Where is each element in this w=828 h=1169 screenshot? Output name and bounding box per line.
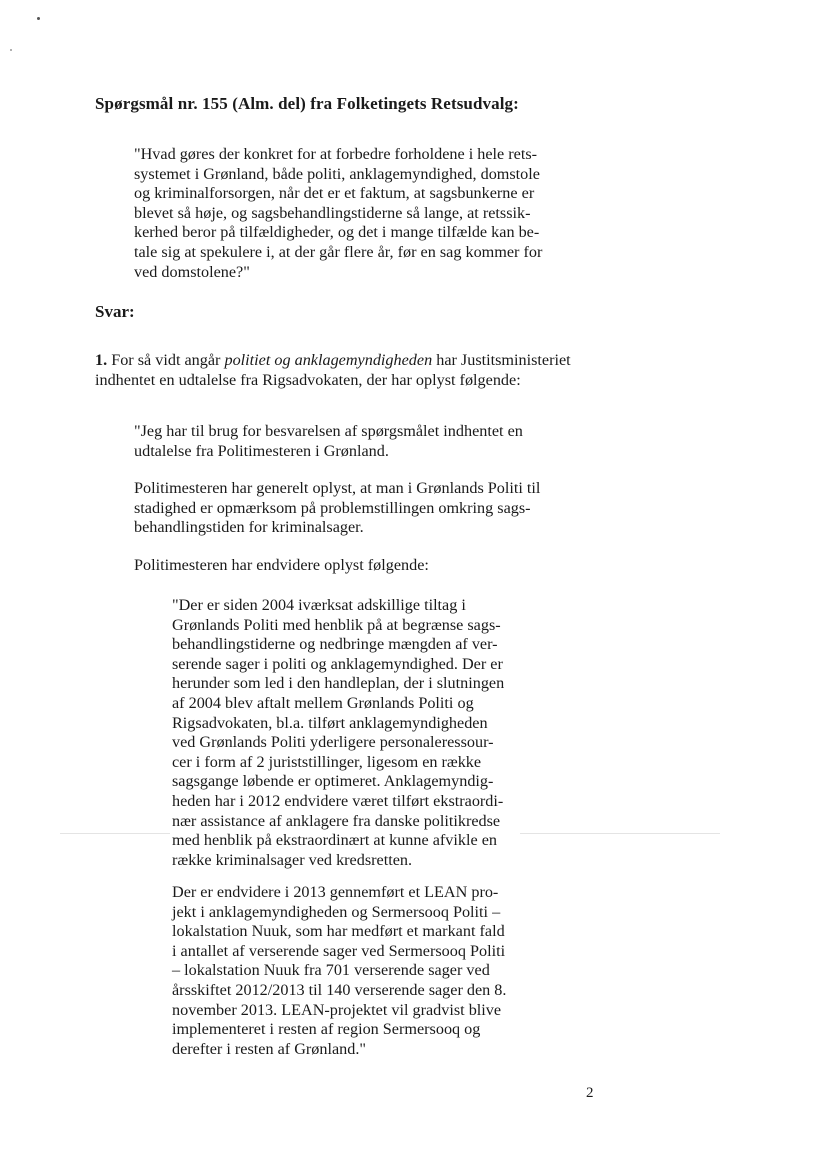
text-line: "Jeg har til brug for besvarelsen af spørgsmålet indhentet en xyxy=(134,422,523,440)
text-line: årsskiftet 2012/2013 til 140 verserende sager den 8. xyxy=(172,980,507,999)
text-line: Der er endvidere i 2013 gennemført et LEAN pro- xyxy=(172,883,499,901)
rigsadvokat-quote-p2 xyxy=(134,479,558,538)
text-line: systemet i Grønland, både politi, anklagemyndighed, domstole xyxy=(134,164,540,183)
text-line: november 2013. LEAN-projektet vil gradvist blive xyxy=(172,1000,502,1019)
text-line: implementeret i resten af region Sermersooq og xyxy=(172,1020,481,1039)
text-line: række kriminalsager ved kredsretten. xyxy=(172,850,413,869)
text-line: behandlingstiderne og nedbringe mængden af ver- xyxy=(172,635,498,654)
text-line: ved domstolene?" xyxy=(134,262,250,281)
text-line: af 2004 blev aftalt mellem Grønlands Politi og xyxy=(172,693,474,712)
politimester-quote-p1 xyxy=(172,596,520,870)
rigsadvokat-quote-p1 xyxy=(134,422,558,461)
scan-speck xyxy=(37,17,40,20)
page-number: 2 xyxy=(586,1085,594,1101)
text-line: heden har i 2012 endvidere været tilført ekstraordi- xyxy=(172,791,504,810)
question-quote xyxy=(134,145,558,282)
text-line: serende sager i politi og anklagemyndighed. Der er xyxy=(172,654,503,673)
text-line: stadighed er opmærksom på problemstillingen omkring sags- xyxy=(134,498,531,517)
section-1-suffix: har Justitsministeriet xyxy=(432,351,571,369)
section-1-emphasis: politiet og anklagemyndigheden xyxy=(224,351,433,369)
text-line: i antallet af verserende sager ved Sermersooq Politi xyxy=(172,941,506,960)
text-line: Rigsadvokaten, bl.a. tilført anklagemyndigheden xyxy=(172,713,488,732)
text-line: behandlingstiden for kriminalsager. xyxy=(134,518,364,537)
text-line: jekt i anklagemyndigheden og Sermersooq Politi – xyxy=(172,902,501,921)
rigsadvokat-quote-p3 xyxy=(134,556,558,576)
text-line: Politimesteren har generelt oplyst, at man i Grønlands Politi til xyxy=(134,479,541,497)
text-line: herunder som led i den handleplan, der i slutningen xyxy=(172,674,505,693)
section-1-line2: indhentet en udtalelse fra Rigsadvokaten, der har oplyst følgende: xyxy=(95,371,521,389)
text-line: "Der er siden 2004 iværksat adskillige tiltag i xyxy=(172,596,466,614)
text-line: Grønlands Politi med henblik på at begrænse sags- xyxy=(172,615,501,634)
section-1-prefix: For så vidt angår xyxy=(107,351,225,369)
text-line: tale sig at spekulere i, at der går flere år, før en sag kommer for xyxy=(134,242,543,261)
scan-artifact-line xyxy=(60,833,170,834)
politimester-quote-p2 xyxy=(172,883,520,1059)
text-line: nær assistance af anklagere fra danske politikredse xyxy=(172,811,501,830)
text-line: cer i form af 2 juriststillinger, ligesom en række xyxy=(172,752,482,771)
scan-artifact-line xyxy=(520,833,720,834)
text-line: "Hvad gøres der konkret for at forbedre forholdene i hele rets- xyxy=(134,145,538,163)
text-line: derefter i resten af Grønland." xyxy=(172,1039,367,1058)
text-line: med henblik på ekstraordinært at kunne afvikle en xyxy=(172,831,497,850)
scan-speck xyxy=(10,49,12,51)
text-line: udtalelse fra Politimesteren i Grønland. xyxy=(134,441,389,460)
section-1-intro xyxy=(95,350,607,390)
text-line: ved Grønlands Politi yderligere personaleressour- xyxy=(172,733,494,752)
text-line: kerhed beror på tilfældigheder, og det i mange tilfælde kan be- xyxy=(134,223,540,242)
text-line: sagsgange løbende er optimeret. Anklagemyndig- xyxy=(172,772,494,791)
text-line: blevet så høje, og sagsbehandlingstiderne så lange, at retssik- xyxy=(134,203,531,222)
text-line: Politimesteren har endvidere oplyst følgende: xyxy=(134,556,429,574)
section-number: 1. xyxy=(95,351,108,369)
question-heading: Spørgsmål nr. 155 (Alm. del) fra Folketingets Retsudvalg: xyxy=(95,94,519,113)
text-line: og kriminalforsorgen, når det er et faktum, at sagsbunkerne er xyxy=(134,184,535,203)
answer-heading: Svar: xyxy=(95,302,135,321)
text-line: lokalstation Nuuk, som har medført et markant fald xyxy=(172,922,505,941)
text-line: – lokalstation Nuuk fra 701 verserende sager ved xyxy=(172,961,490,980)
